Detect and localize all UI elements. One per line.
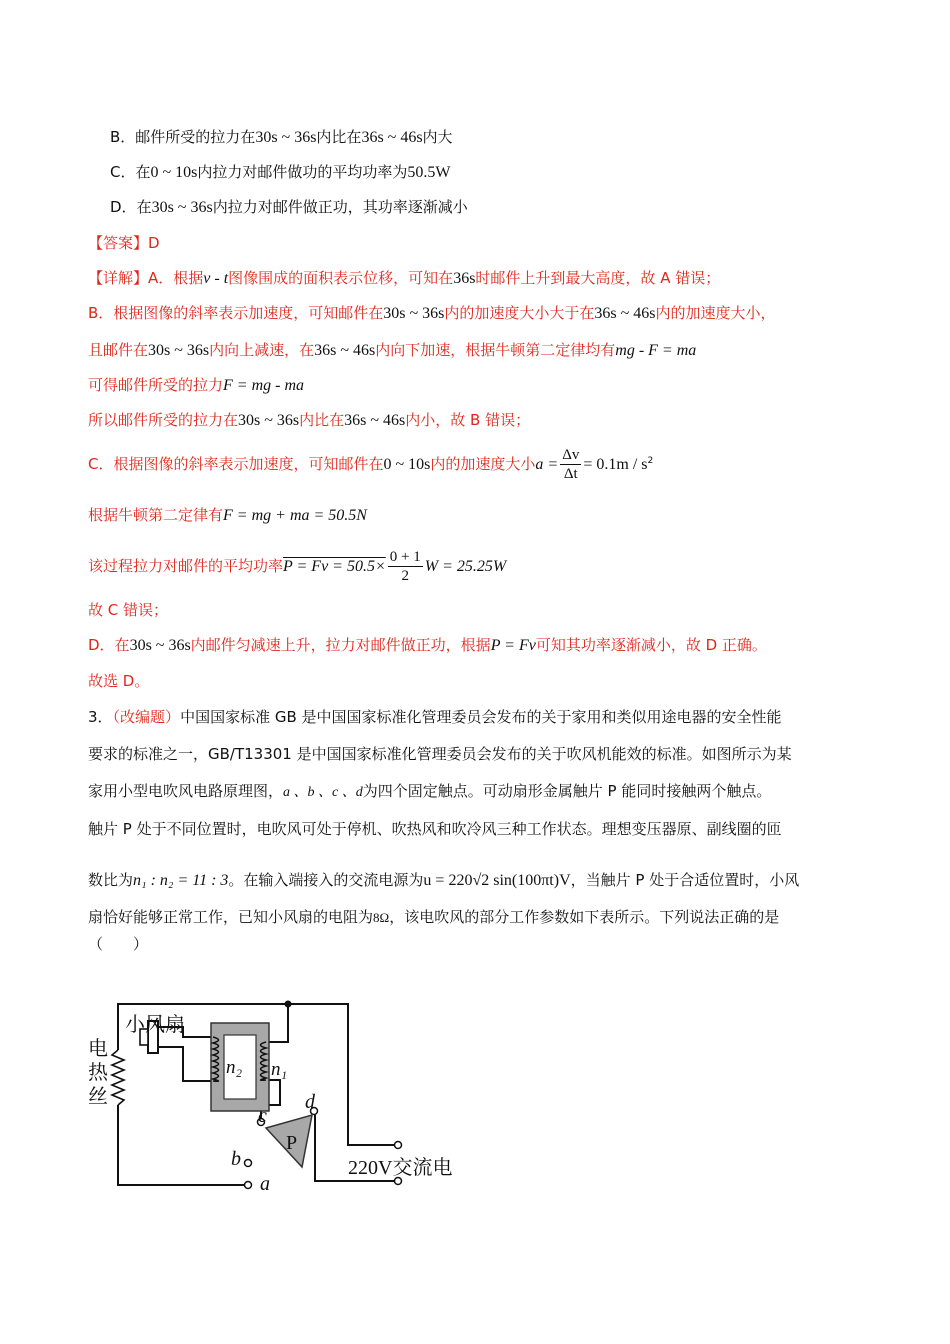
detail-text: B．根据图像的斜率表示加速度，可知邮件在 xyxy=(88,304,384,322)
math-contacts: a 、b 、c 、d xyxy=(283,785,363,800)
detail-line-2 xyxy=(88,302,776,325)
detail-text: 根据牛顿第二定律有 xyxy=(88,506,224,524)
math-source: u = 220√2 sin(100πt)V xyxy=(423,872,571,889)
math-range: 0 ~ 10s xyxy=(383,456,431,473)
detail-line-7 xyxy=(88,504,367,527)
answer-label: 【答案】 xyxy=(88,234,149,252)
option-label: C． xyxy=(110,163,136,181)
detail-line-4 xyxy=(88,374,304,397)
detail-text: 内向下加速，根据牛顿第二定律均有 xyxy=(375,341,616,359)
detail-line-5 xyxy=(88,409,530,432)
detail-text: 内的加速度大小大于在 xyxy=(444,304,595,322)
contact-a-icon xyxy=(245,1182,252,1189)
option-text: 内拉力对邮件做功的平均功率为 xyxy=(197,163,408,181)
answer-value: D xyxy=(148,234,160,252)
fraction-denominator: 2 xyxy=(401,568,409,584)
question-line xyxy=(88,811,868,848)
detail-text: C．根据图像的斜率表示加速度，可知邮件在 xyxy=(88,455,384,473)
question-line xyxy=(88,699,868,736)
detail-text: 内小，故 B 错误； xyxy=(405,411,531,429)
label-d: d xyxy=(305,1091,315,1113)
fraction-numerator: 0 + 1 xyxy=(389,549,421,565)
question-tag: （改编题） xyxy=(112,708,181,726)
detail-text: 所以邮件所受的拉力在 xyxy=(88,411,239,429)
math-range: 30s ~ 36s xyxy=(148,342,210,359)
detail-line-11 xyxy=(88,670,149,692)
detail-text: 故选 D。 xyxy=(88,672,150,690)
question-text: 触片 P 处于不同位置时，电吹风可处于停机、吹热风和吹冷风三种工作状态。理想变压器原、副线圈的匝 xyxy=(88,820,782,838)
math-range: 36s ~ 46s xyxy=(594,305,656,322)
option-text: 在 xyxy=(136,198,152,216)
math-op: - xyxy=(210,270,224,287)
circuit-diagram xyxy=(80,995,480,1205)
question-text: ，该电吹风的部分工作参数如下表所示。下列说法正确的是 xyxy=(389,908,780,926)
detail-line-9 xyxy=(88,599,168,621)
math-range: 0 ~ 10s xyxy=(150,164,198,181)
math-equation: P = Fv = 50.5× xyxy=(283,558,386,575)
label-heater: 电 xyxy=(88,1038,108,1060)
label-n1: n₁ xyxy=(271,1059,288,1080)
detail-text: 内的加速度大小 xyxy=(430,455,536,473)
wire-left-bottom xyxy=(118,1105,248,1185)
math-value: 8Ω xyxy=(373,910,390,925)
option-text: 在 xyxy=(135,163,151,181)
math-value: = 0.1m / s xyxy=(583,456,648,473)
math-equation: P = Fv xyxy=(490,637,536,654)
detail-text: 图像围成的面积表示位移，可知在 xyxy=(228,269,454,287)
math-var: v xyxy=(203,270,211,287)
contact-b-icon xyxy=(245,1160,252,1167)
detail-text: 可得邮件所受的拉力 xyxy=(88,376,224,394)
detail-text: A．根据 xyxy=(148,269,204,287)
junction-dot xyxy=(285,1001,292,1008)
math-range: 30s ~ 36s xyxy=(129,637,191,654)
math-range: 36s ~ 46s xyxy=(361,129,423,146)
detail-line-10 xyxy=(88,634,767,657)
label-b: b xyxy=(231,1148,241,1170)
answer-bracket: （ ） xyxy=(88,935,149,953)
math-equation: mg - F = ma xyxy=(615,342,697,359)
question-line xyxy=(88,773,868,811)
detail-text: D．在 xyxy=(88,636,130,654)
math-var: t xyxy=(223,270,229,287)
detail-text: 内的加速度大小， xyxy=(655,304,776,322)
label-source: 220V交流电 xyxy=(348,1157,453,1179)
detail-line-8 xyxy=(88,548,506,585)
answer xyxy=(88,232,160,254)
label-fan: 小风扇 xyxy=(125,1014,185,1036)
question-text: 中国国家标准 GB 是中国国家标准化管理委员会发布的关于家用和类似用途电器的安全性能 xyxy=(180,708,782,726)
detail-text: 时邮件上升到最大高度，故 A 错误； xyxy=(475,269,721,287)
math-range: 30s ~ 36s xyxy=(255,129,317,146)
math-range: 36s ~ 46s xyxy=(314,342,376,359)
math-range: 30s ~ 36s xyxy=(151,199,213,216)
option-text: 内大 xyxy=(422,128,453,146)
detail-text: 且邮件在 xyxy=(88,341,149,359)
math-value: W = 25.25W xyxy=(424,558,507,575)
fraction-denominator: Δt xyxy=(563,466,578,482)
question-text: 。在输入端接入的交流电源为 xyxy=(228,871,424,889)
detail-text: 内比在 xyxy=(299,411,345,429)
detail-line-1 xyxy=(88,267,720,290)
detail-label: 【详解】 xyxy=(88,269,149,287)
math-range: 36s ~ 46s xyxy=(344,412,406,429)
label-c: c xyxy=(258,1105,267,1127)
detail-line-3 xyxy=(88,339,696,362)
label-p: P xyxy=(286,1132,298,1154)
question-text: 要求的标准之一，GB/T13301 是中国国家标准化管理委员会发布的关于吹风机能效的标准。如图所示为某 xyxy=(88,745,792,763)
detail-text: 可知其功率逐渐减小，故 D 正确。 xyxy=(535,636,767,654)
option-text: 邮件所受的拉力在 xyxy=(135,128,256,146)
math-value: 36s xyxy=(453,270,476,287)
math-range: 30s ~ 36s xyxy=(383,305,445,322)
math-equation: F = mg - ma xyxy=(223,377,305,394)
question-text: 为四个固定触点。可动扇形金属触片 P 能同时接触两个触点。 xyxy=(362,782,772,800)
detail-text: 内邮件匀减速上升，拉力对邮件做正功，根据 xyxy=(190,636,491,654)
option-label: D． xyxy=(110,198,137,216)
question-text: ，当触片 P 处于合适位置时，小风 xyxy=(570,871,800,889)
question-line xyxy=(88,936,868,952)
question-line xyxy=(88,736,868,773)
label-heater: 热 xyxy=(88,1062,108,1084)
option-text: 内比在 xyxy=(316,128,362,146)
source-terminal-icon xyxy=(395,1142,402,1149)
option-d xyxy=(110,196,468,219)
question-line xyxy=(88,862,868,899)
math-equation: F = mg + ma = 50.5N xyxy=(223,507,367,524)
option-c xyxy=(110,161,451,184)
question-text: 数比为 xyxy=(88,871,134,889)
question-text: 家用小型电吹风电路原理图， xyxy=(88,782,284,800)
question-line xyxy=(88,899,868,936)
detail-text: 内向上减速，在 xyxy=(209,341,315,359)
fraction xyxy=(560,446,581,483)
label-heater: 丝 xyxy=(88,1086,108,1108)
question-text: 扇恰好能够正常工作，已知小风扇的电阻为 xyxy=(88,908,374,926)
heater-resistor xyxy=(112,1050,124,1105)
superscript: 2 xyxy=(647,456,654,466)
math-value: 50.5W xyxy=(407,164,451,181)
math-ratio: n₁ : n₂ = 11 : 3 xyxy=(133,872,229,889)
detail-text: 故 C 错误； xyxy=(88,601,169,619)
label-a: a xyxy=(260,1173,270,1195)
fraction xyxy=(388,548,423,585)
option-label: B． xyxy=(110,128,136,146)
math-var: a = xyxy=(535,456,559,473)
option-text: 内拉力对邮件做正功，其功率逐渐减小 xyxy=(212,198,468,216)
question-number: 3． xyxy=(88,708,113,726)
fraction-numerator: Δv xyxy=(562,447,580,463)
label-n2: n₂ xyxy=(226,1057,243,1078)
math-range: 30s ~ 36s xyxy=(238,412,300,429)
detail-line-6 xyxy=(88,446,653,483)
detail-text: 该过程拉力对邮件的平均功率 xyxy=(88,557,284,575)
question-3 xyxy=(88,699,868,952)
option-b xyxy=(110,126,453,149)
